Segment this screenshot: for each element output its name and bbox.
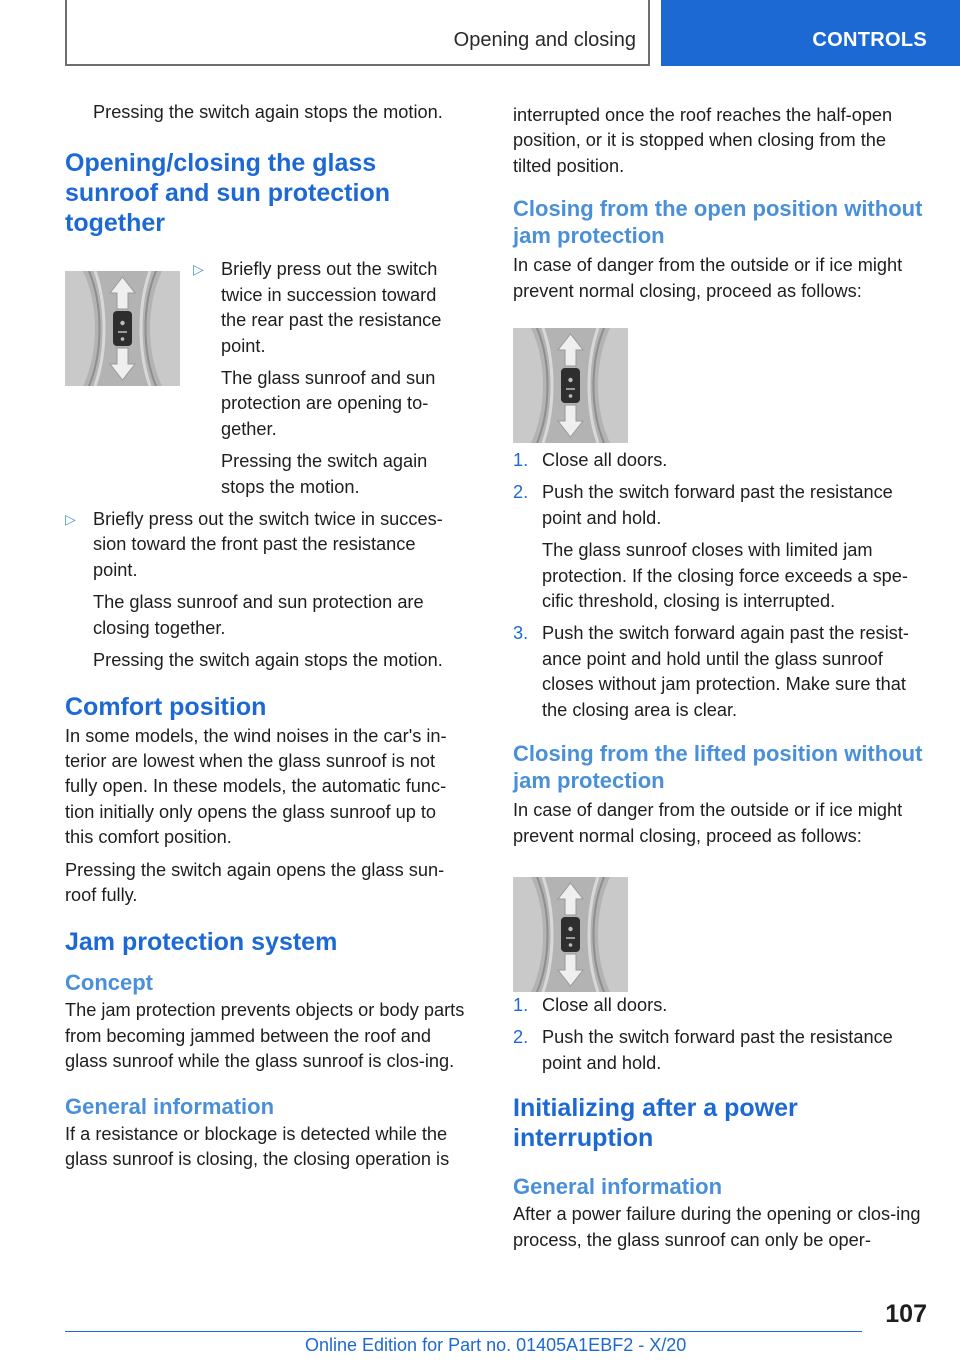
image-spacer	[513, 311, 928, 448]
section-title: Opening and closing	[453, 29, 636, 51]
step-text: Push the switch forward again past the resist-ance point and hold until the glass sunroof closes without jam protection. Make sure that the closing area is clear.	[542, 623, 909, 720]
concept-text: The jam protection prevents objects or body parts from becoming jammed between the roof and glass sunroof while the glass sunroof is clos-ing.	[65, 1000, 465, 1072]
bullet-subtext: The glass sunroof and sun protection are opening to-gether.	[221, 368, 436, 439]
intro-text: Pressing the switch again stops the motion.	[93, 102, 443, 122]
init-text: After a power failure during the opening or clos-ing process, the glass sunroof can only be oper-	[513, 1204, 921, 1250]
list-item	[65, 507, 465, 673]
continued-text: interrupted once the roof reaches the half-open position, or it is stopped when closing from the tilted position.	[513, 105, 893, 176]
triangle-bullet-icon: ▷	[193, 261, 204, 278]
heading-concept: Concept	[65, 970, 153, 996]
heading-open-position: Closing from the open position without jam protection	[513, 196, 923, 249]
chapter-tab[interactable]	[661, 0, 960, 66]
step-number: 3.	[513, 623, 529, 644]
bullet-subtext: Pressing the switch again stops the motion.	[93, 650, 443, 671]
chapter-tab-label: CONTROLS	[812, 29, 927, 51]
bullet-subtext: Pressing the switch again stops the motion.	[221, 451, 428, 497]
heading-comfort: Comfort position	[65, 692, 267, 721]
bullet-block-1	[65, 257, 465, 500]
general-text: If a resistance or blockage is detected while the glass sunroof is closing, the closing operation is	[65, 1123, 450, 1169]
step-text: Close all doors.	[542, 994, 668, 1015]
heading-general-2: General information	[513, 1174, 723, 1200]
left-column	[65, 100, 465, 1179]
bullet-text: Briefly press out the switch twice in succession toward the rear past the resistance point.	[221, 259, 442, 356]
header-frame	[65, 0, 650, 66]
image-spacer	[513, 856, 928, 993]
step-number: 2.	[513, 482, 529, 503]
list-item	[513, 993, 928, 1018]
heading-jam: Jam protection system	[65, 928, 338, 957]
list-item	[513, 621, 928, 723]
lifted-intro: In case of danger from the outside or if ice might prevent normal closing, proceed as follows:	[513, 800, 903, 846]
heading-together: Opening/closing the glass sunroof and sun protection together	[65, 149, 390, 238]
open-intro: In case of danger from the outside or if ice might prevent normal closing, proceed as follows:	[513, 255, 903, 301]
step-number: 1.	[513, 450, 529, 471]
right-column	[513, 103, 928, 1260]
triangle-bullet-icon: ▷	[65, 511, 76, 528]
page-number: 107	[885, 1300, 927, 1328]
bullet-text: Briefly press out the switch twice in succes-sion toward the front past the resistance point.	[93, 509, 443, 580]
step-text: Push the switch forward past the resistance point and hold.	[542, 482, 893, 528]
heading-lifted-position: Closing from the lifted position without jam protection	[513, 741, 923, 794]
list-item	[513, 480, 928, 614]
footer-edition-text: Online Edition for Part no. 01405A1EBF2 - X/20	[305, 1335, 687, 1355]
heading-general: General information	[65, 1093, 275, 1119]
step-subtext: The glass sunroof closes with limited jam protection. If the closing force exceeds a spe-cific threshold, closing is interrupted.	[542, 540, 908, 612]
comfort-text-2: Pressing the switch again opens the glass sun-roof fully.	[65, 859, 445, 905]
list-item	[513, 1025, 928, 1076]
bullet-subtext: The glass sunroof and sun protection are closing together.	[93, 592, 424, 638]
list-item	[193, 257, 465, 500]
step-text: Push the switch forward past the resistance point and hold.	[542, 1027, 893, 1073]
step-text: Close all doors.	[542, 450, 668, 471]
footer-divider	[65, 1331, 862, 1332]
heading-initializing: Initializing after a power interruption	[513, 1094, 798, 1153]
list-item	[513, 448, 928, 473]
step-number: 1.	[513, 994, 529, 1015]
step-number: 2.	[513, 1027, 529, 1048]
comfort-text: In some models, the wind noises in the car's in-terior are lowest when the glass sunroof is not fully open. In these models, the automatic func-tion initially only opens the glass sunroof up to this comfort position.	[65, 725, 447, 848]
